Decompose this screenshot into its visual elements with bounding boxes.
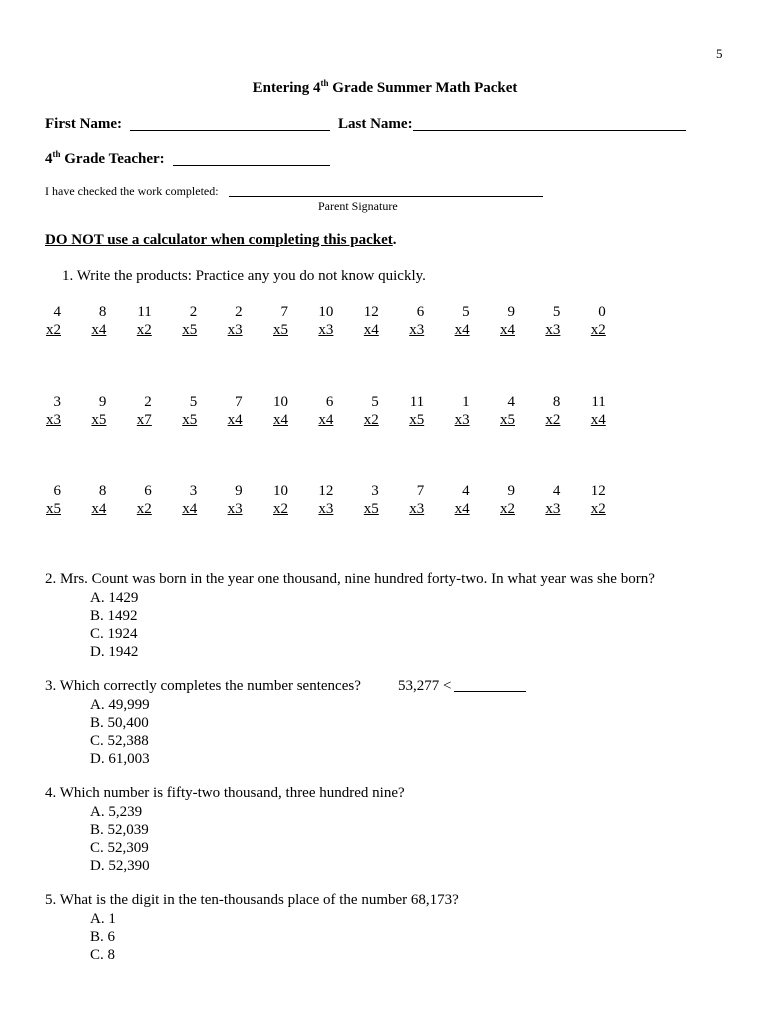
fact-top-number: 3 <box>371 483 379 499</box>
fact-problem <box>161 393 197 429</box>
teacher-label: 4th Grade Teacher: <box>45 149 165 167</box>
fact-problem <box>207 482 243 518</box>
fact-top-number: 6 <box>325 394 334 410</box>
fact-problem <box>570 303 606 339</box>
fact-problem <box>434 303 470 339</box>
fact-multiplier: x4 <box>590 412 606 428</box>
fact-top-number: 7 <box>280 304 288 320</box>
q3-choice-a[interactable]: A. 49,999 <box>90 697 150 713</box>
fact-problem <box>297 303 333 339</box>
calculator-warning: DO NOT use a calculator when completing this packet. <box>45 232 397 248</box>
fact-top-number: 4 <box>507 394 515 410</box>
fact-multiplier: x5 <box>182 322 198 338</box>
q3-prompt: 3. Which correctly completes the number sentences? <box>45 678 361 694</box>
fact-problem <box>161 482 197 518</box>
fact-multiplier: x2 <box>590 501 606 517</box>
last-name-field[interactable] <box>413 116 686 131</box>
fact-multiplier: x4 <box>273 412 288 428</box>
fact-problem <box>252 393 288 429</box>
q2-choice-a[interactable]: A. 1429 <box>90 590 139 606</box>
fact-problem <box>207 303 243 339</box>
fact-multiplier: x4 <box>500 322 515 338</box>
fact-multiplier: x2 <box>273 501 288 517</box>
fact-multiplier: x4 <box>363 322 379 338</box>
fact-problem <box>252 482 288 518</box>
fact-multiplier: x5 <box>409 412 425 428</box>
fact-problem <box>252 303 288 339</box>
fact-top-number: 0 <box>598 304 606 320</box>
fact-problem <box>116 393 152 429</box>
q3-sentence: 53,277 < <box>398 678 452 694</box>
q2-choices <box>90 589 138 661</box>
fact-multiplier: x4 <box>227 412 243 428</box>
fact-problem <box>25 393 61 429</box>
fact-problem <box>388 303 424 339</box>
q5-prompt: 5. What is the digit in the ten-thousands place of the number 68,173? <box>45 892 459 908</box>
page-title: Entering 4th Grade Summer Math Packet <box>252 78 518 96</box>
fact-top-number: 11 <box>137 304 152 320</box>
fact-problem <box>570 482 606 518</box>
q4-prompt: 4. Which number is fifty-two thousand, three hundred nine? <box>45 785 405 801</box>
fact-top-number: 6 <box>53 483 61 499</box>
fact-top-number: 12 <box>590 483 606 499</box>
fact-multiplier: x5 <box>363 501 379 517</box>
fact-problem <box>343 303 379 339</box>
checked-label: I have checked the work completed: <box>45 184 219 198</box>
first-name-label: First Name: <box>45 116 123 132</box>
fact-problem <box>25 482 61 518</box>
fact-top-number: 3 <box>53 394 61 410</box>
fact-problem <box>479 482 515 518</box>
fact-problem <box>297 482 333 518</box>
fact-top-number: 8 <box>552 394 561 410</box>
fact-problem <box>524 482 560 518</box>
q3-choice-b[interactable]: B. 50,400 <box>90 715 149 731</box>
fact-multiplier: x4 <box>454 501 470 517</box>
fact-multiplier: x3 <box>227 322 243 338</box>
fact-multiplier: x2 <box>136 501 152 517</box>
q2-prompt: 2. Mrs. Count was born in the year one thousand, nine hundred forty-two. In what year was she born? <box>45 571 655 587</box>
fact-top-number: 4 <box>552 483 561 499</box>
fact-problem <box>524 303 560 339</box>
q4-choice-d[interactable]: D. 52,390 <box>90 858 150 874</box>
q5-choice-a[interactable]: A. 1 <box>90 911 116 927</box>
q3-choice-c[interactable]: C. 52,388 <box>90 733 149 749</box>
q5-choices <box>90 910 116 964</box>
fact-top-number: 5 <box>189 394 198 410</box>
signature-caption: Parent Signature <box>318 199 398 213</box>
q4-choice-a[interactable]: A. 5,239 <box>90 804 143 820</box>
first-name-field[interactable] <box>130 116 330 131</box>
fact-multiplier: x3 <box>46 412 61 428</box>
fact-multiplier: x2 <box>136 322 152 338</box>
fact-top-number: 8 <box>98 304 107 320</box>
fact-multiplier: x3 <box>318 501 334 517</box>
fact-problem <box>570 393 606 429</box>
fact-multiplier: x4 <box>182 501 198 517</box>
fact-top-number: 9 <box>235 483 243 499</box>
fact-top-number: 11 <box>591 394 606 410</box>
fact-top-number: 8 <box>98 483 107 499</box>
q4-choices <box>90 803 150 875</box>
fact-multiplier: x5 <box>273 322 288 338</box>
fact-multiplier: x3 <box>454 412 470 428</box>
fact-problem <box>70 303 106 339</box>
fact-problem <box>434 393 470 429</box>
fact-top-number: 6 <box>144 483 152 499</box>
fact-problem <box>388 482 424 518</box>
fact-problem <box>343 393 379 429</box>
fact-problem <box>479 393 515 429</box>
fact-top-number: 4 <box>462 483 470 499</box>
fact-problem <box>116 303 152 339</box>
fact-multiplier: x5 <box>182 412 198 428</box>
fact-problem <box>343 482 379 518</box>
fact-top-number: 2 <box>144 394 152 410</box>
fact-top-number: 2 <box>235 304 243 320</box>
fact-top-number: 7 <box>416 483 425 499</box>
q3-choices <box>90 696 150 768</box>
fact-top-number: 9 <box>507 483 515 499</box>
q3-choice-d[interactable]: D. 61,003 <box>90 751 150 767</box>
fact-multiplier: x3 <box>409 501 425 517</box>
fact-problem <box>524 393 560 429</box>
q3-answer-blank[interactable] <box>454 677 526 692</box>
fact-top-number: 9 <box>507 304 515 320</box>
fact-multiplier: x2 <box>545 412 561 428</box>
fact-multiplier: x4 <box>91 322 107 338</box>
fact-top-number: 2 <box>189 304 198 320</box>
fact-top-number: 7 <box>235 394 243 410</box>
last-name-label: Last Name: <box>338 116 413 132</box>
fact-multiplier: x3 <box>545 501 561 517</box>
fact-multiplier: x3 <box>409 322 425 338</box>
fact-problem <box>479 303 515 339</box>
q2-choice-d[interactable]: D. 1942 <box>90 644 139 660</box>
fact-multiplier: x4 <box>318 412 334 428</box>
fact-multiplier: x7 <box>136 412 152 428</box>
fact-problem <box>116 482 152 518</box>
fact-problem <box>70 393 106 429</box>
fact-problem <box>25 303 61 339</box>
fact-top-number: 5 <box>371 394 379 410</box>
fact-problem <box>70 482 106 518</box>
fact-multiplier: x3 <box>227 501 243 517</box>
fact-problem <box>434 482 470 518</box>
fact-multiplier: x4 <box>91 501 107 517</box>
fact-multiplier: x5 <box>91 412 107 428</box>
fact-top-number: 1 <box>462 394 470 410</box>
q4-choice-c[interactable]: C. 52,309 <box>90 840 149 856</box>
q5-choice-c[interactable]: C. 8 <box>90 947 116 963</box>
fact-multiplier: x5 <box>500 412 515 428</box>
fact-problem <box>388 393 424 429</box>
fact-multiplier: x3 <box>318 322 334 338</box>
page-number: 5 <box>716 46 723 61</box>
fact-top-number: 12 <box>363 304 379 320</box>
parent-signature-field[interactable] <box>229 182 543 197</box>
q5-choice-b[interactable]: B. 6 <box>90 929 116 945</box>
fact-top-number: 4 <box>53 304 61 320</box>
fact-multiplier: x2 <box>363 412 379 428</box>
teacher-field[interactable] <box>173 151 330 166</box>
fact-top-number: 10 <box>273 394 288 410</box>
fact-multiplier: x4 <box>454 322 470 338</box>
q2-choice-b[interactable]: B. 1492 <box>90 608 138 624</box>
fact-top-number: 11 <box>409 394 425 410</box>
fact-multiplier: x2 <box>46 322 61 338</box>
fact-top-number: 9 <box>98 394 107 410</box>
fact-top-number: 5 <box>462 304 470 320</box>
fact-multiplier: x2 <box>500 501 515 517</box>
fact-problem <box>297 393 333 429</box>
fact-top-number: 10 <box>318 304 334 320</box>
q4-choice-b[interactable]: B. 52,039 <box>90 822 149 838</box>
fact-top-number: 10 <box>273 483 288 499</box>
fact-top-number: 12 <box>318 483 334 499</box>
fact-top-number: 3 <box>189 483 198 499</box>
fact-multiplier: x2 <box>590 322 606 338</box>
q2-choice-c[interactable]: C. 1924 <box>90 626 138 642</box>
fact-multiplier: x5 <box>46 501 61 517</box>
fact-problem <box>161 303 197 339</box>
fact-top-number: 5 <box>552 304 561 320</box>
fact-problem <box>207 393 243 429</box>
fact-multiplier: x3 <box>545 322 561 338</box>
q1-prompt: 1. Write the products: Practice any you do not know quickly. <box>62 268 426 284</box>
fact-top-number: 6 <box>416 304 425 320</box>
